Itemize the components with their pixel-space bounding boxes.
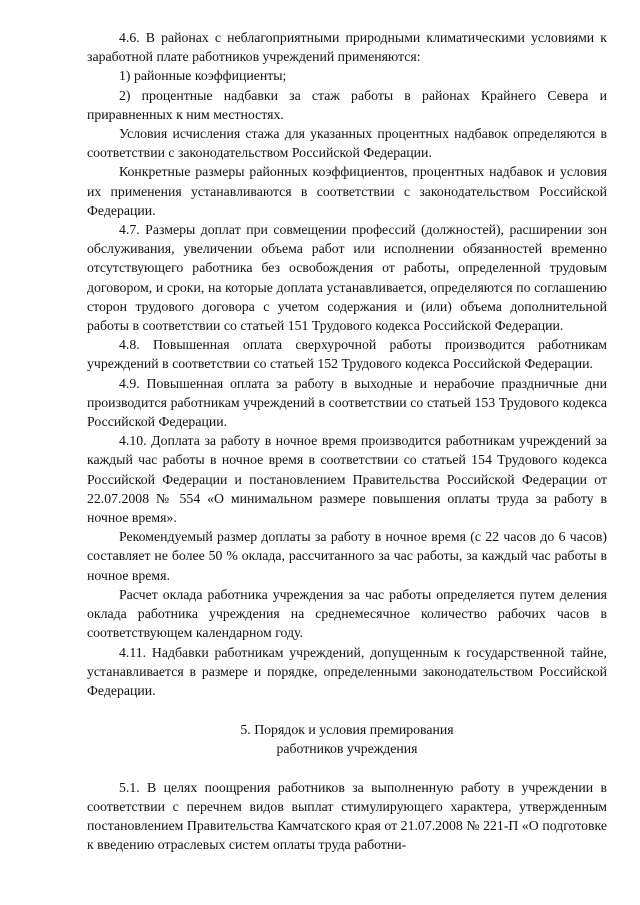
paragraph-4-7: 4.7. Размеры доплат при совмещении профессий (должностей), расширении зон обслуживания, увеличении объема работ или исполнении обязанностей временно отсутствующего работника без освобождения от работы, определенной трудовым договором, и сроки, на которые доплата устанавливается, определяются по соглашению сторон трудового договора с учетом содержания и (или) объема дополнительной работы в соответствии со статьей 151 Трудового кодекса Российской Федерации. — [87, 222, 607, 334]
paragraph-4-11: 4.11. Надбавки работникам учреждений, допущенным к государственной тайне, устанавливается в размере и порядке, определенными законодательством Российской Федерации. — [87, 644, 607, 698]
paragraph-seniority-conditions: Условия исчисления стажа для указанных процентных надбавок определяются в соответствии с законодательством Российской Федерации. — [87, 126, 607, 161]
section-heading-line-1: 5. Порядок и условия премирования — [240, 722, 454, 738]
spacer — [87, 700, 607, 720]
list-item-district-coefficients: 1) районные коэффициенты; — [119, 68, 287, 84]
spacer — [87, 759, 607, 778]
section-heading-line-2: работников учреждения — [276, 741, 418, 757]
paragraph-5-1: 5.1. В целях поощрения работников за выполненную работу в учреждении в соответствии с перечнем видов выплат стимулирующего характера, утвержденным постановлением Правительства Камчатского края от 21.07.2008 № 221-П «О подготовке к введению отраслевых систем оплаты труда работни- — [87, 779, 607, 853]
list-item-percentage-allowances: 2) процентные надбавки за стаж работы в районах Крайнего Севера и приравненных к ним местностях. — [87, 87, 607, 122]
paragraph-4-9: 4.9. Повышенная оплата за работу в выходные и нерабочие праздничные дни производится работникам учреждений в соответствии со статьей 153 Трудового кодекса Российской Федерации. — [87, 375, 607, 430]
document-page — [87, 28, 607, 854]
paragraph-4-6: 4.6. В районах с неблагоприятными природными климатическими условиями к заработной плате работников учреждений применяются: — [87, 30, 607, 65]
paragraph-night-rate: Рекомендуемый размер доплаты за работу в ночное время (с 22 часов до 6 часов) составляет не более 50 % оклада, рассчитанного за час работы, за каждый час работы в ночное время. — [87, 529, 607, 583]
paragraph-4-8: 4.8. Повышенная оплата сверхурочной работы производится работникам учреждений в соответствии со статьей 152 Трудового кодекса Российской Федерации. — [87, 337, 607, 372]
paragraph-specific-sizes: Конкретные размеры районных коэффициентов, процентных надбавок и условия их применения устанавливаются в соответствии с законодательством Российской Федерации. — [87, 164, 607, 218]
paragraph-4-10: 4.10. Доплата за работу в ночное время производится работникам учреждений за каждый час работы в ночное время в соответствии со статьей 154 Трудового кодекса Российской Федерации и постановлением Правительства Российской Федерации от 22.07.2008 № 554 «О минимальном размере повышения оплаты труда за работу в ночное время». — [87, 433, 607, 526]
paragraph-hourly-salary: Расчет оклада работника учреждения за час работы определяется путем деления оклада работника учреждения на среднемесячное количество рабочих часов в соответствующем календарном году. — [87, 586, 607, 641]
